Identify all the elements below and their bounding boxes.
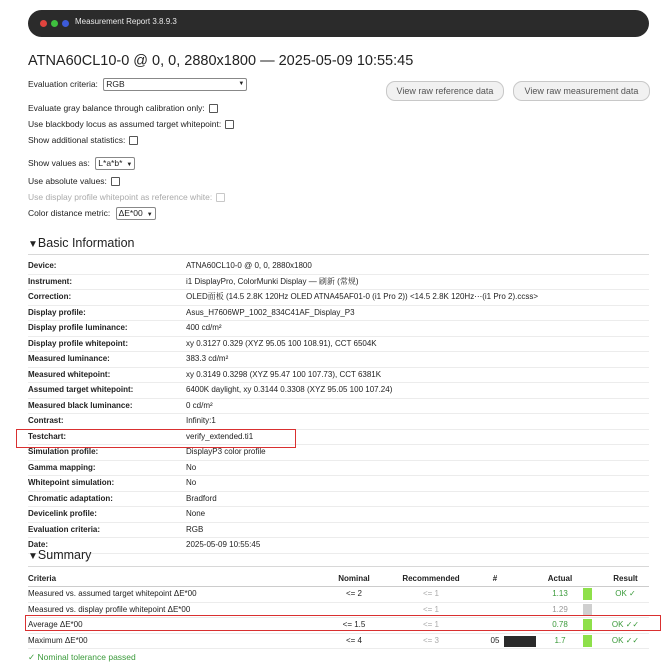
info-row bbox=[28, 290, 649, 306]
summary-header-row bbox=[28, 572, 649, 587]
info-key: Whitepoint simulation: bbox=[28, 478, 115, 487]
info-value: Infinity:1 bbox=[186, 416, 216, 425]
basic-information-title: Basic Information bbox=[37, 236, 135, 250]
info-value: ATNA60CL10-0 @ 0, 0, 2880x1800 bbox=[186, 261, 312, 270]
info-value: 383.3 cd/m² bbox=[186, 354, 229, 363]
info-row bbox=[28, 399, 649, 415]
triangle-down-icon: ▼ bbox=[28, 239, 38, 250]
nominal-cell: <= 4 bbox=[345, 635, 362, 645]
actual-cell: 1.29 bbox=[552, 604, 568, 614]
additional-stats-label: Show additional statistics: bbox=[28, 135, 126, 145]
info-key: Measured black luminance: bbox=[28, 400, 133, 410]
info-key: Device: bbox=[28, 261, 57, 270]
divider bbox=[28, 254, 649, 255]
gray-balance-row bbox=[28, 102, 218, 115]
info-key: Testchart: bbox=[28, 431, 67, 441]
basic-information-section-toggle[interactable] bbox=[28, 236, 134, 250]
basic-information-table bbox=[28, 259, 649, 554]
view-raw-measurement-button[interactable]: View raw measurement data bbox=[513, 81, 650, 101]
evaluation-criteria-label: Evaluation criteria: bbox=[28, 79, 98, 89]
info-value: 6400K daylight, xy 0.3144 0.3308 (XYZ 95.05 100 107.24) bbox=[186, 385, 393, 394]
absolute-values-row bbox=[28, 175, 120, 188]
nominal-cell: <= 1.5 bbox=[342, 620, 366, 629]
summary-table bbox=[28, 572, 649, 649]
info-key: Chromatic adaptation: bbox=[28, 493, 113, 503]
show-values-label: Show values as: bbox=[28, 158, 90, 168]
recommended-cell: <= 1 bbox=[422, 620, 439, 629]
info-row bbox=[28, 337, 649, 353]
info-row bbox=[28, 368, 649, 384]
actual-cell: 1.7 bbox=[554, 635, 566, 645]
criteria-cell: Average ΔE*00 bbox=[28, 620, 83, 629]
nominal-header: Nominal bbox=[338, 574, 370, 583]
evaluation-criteria-row bbox=[28, 78, 247, 91]
actual-bar bbox=[583, 588, 592, 600]
info-value: Bradford bbox=[186, 493, 217, 503]
info-value: DisplayP3 color profile bbox=[186, 447, 266, 456]
color-swatch bbox=[504, 636, 536, 647]
window-titlebar bbox=[28, 10, 649, 37]
blackbody-label: Use blackbody locus as assumed target whitepoint: bbox=[28, 119, 222, 129]
view-raw-reference-button[interactable]: View raw reference data bbox=[386, 81, 504, 101]
recommended-cell: <= 3 bbox=[422, 635, 439, 645]
summary-row bbox=[28, 587, 649, 603]
info-row bbox=[28, 538, 649, 554]
summary-section-toggle[interactable] bbox=[28, 548, 91, 562]
evaluation-criteria-select[interactable]: RGB ▼ bbox=[103, 78, 247, 91]
info-row bbox=[28, 275, 649, 291]
result-header: Result bbox=[613, 574, 638, 583]
additional-stats-checkbox[interactable] bbox=[129, 136, 138, 145]
blackbody-checkbox[interactable] bbox=[225, 120, 234, 129]
info-value: RGB bbox=[186, 524, 204, 534]
info-value: xy 0.3149 0.3298 (XYZ 95.47 100 107.73), CCT 6381K bbox=[186, 369, 382, 379]
show-values-select[interactable]: L*a*b* ▼ bbox=[95, 157, 135, 170]
info-value: 0 cd/m² bbox=[186, 400, 213, 410]
criteria-cell: Maximum ΔE*00 bbox=[28, 635, 88, 645]
info-value: 400 cd/m² bbox=[186, 323, 222, 332]
info-key: Display profile luminance: bbox=[28, 323, 128, 332]
actual-cell: 0.78 bbox=[552, 620, 568, 629]
highlight-box-simulation-profile bbox=[16, 429, 296, 448]
color-distance-select[interactable]: ΔE*00 ▼ bbox=[116, 207, 156, 220]
absolute-values-label: Use absolute values: bbox=[28, 176, 107, 186]
display-whitepoint-label: Use display profile whitepoint as reference white: bbox=[28, 192, 213, 202]
info-value: i1 DisplayPro, ColorMunki Display — 刷新 (常规) bbox=[186, 276, 359, 286]
divider bbox=[28, 566, 649, 567]
info-row bbox=[28, 306, 649, 322]
actual-bar bbox=[583, 604, 592, 616]
chevron-down-icon: ▼ bbox=[126, 162, 133, 169]
window-title: Measurement Report 3.8.9.3 bbox=[75, 17, 177, 26]
info-key: Gamma mapping: bbox=[28, 462, 96, 472]
info-key: Simulation profile: bbox=[28, 447, 99, 456]
recommended-header: Recommended bbox=[402, 574, 460, 583]
info-key: Devicelink profile: bbox=[28, 509, 97, 518]
info-row bbox=[28, 259, 649, 275]
info-key: Display profile: bbox=[28, 307, 86, 317]
recommended-cell: <= 1 bbox=[422, 589, 439, 598]
info-value: No bbox=[186, 462, 197, 472]
info-row bbox=[28, 461, 649, 477]
chevron-down-icon: ▼ bbox=[238, 81, 245, 88]
highlight-box-average bbox=[25, 615, 661, 631]
close-window-icon[interactable] bbox=[40, 20, 47, 27]
criteria-cell: Measured vs. display profile whitepoint ΔE*00 bbox=[28, 604, 191, 614]
info-value: OLED面板 (14.5 2.8K 120Hz OLED ATNA45AF01-0 (i1 Pro 2)) <14.5 2.8K 120Hz⋯(i1 Pro 2).ccss> bbox=[186, 292, 539, 301]
info-value: No bbox=[186, 478, 197, 487]
info-key: Measured whitepoint: bbox=[28, 369, 111, 379]
info-key: Date: bbox=[28, 540, 49, 549]
info-row bbox=[28, 492, 649, 508]
summary-title: Summary bbox=[37, 548, 92, 562]
info-row bbox=[28, 523, 649, 539]
show-values-row bbox=[28, 157, 135, 170]
info-row bbox=[28, 321, 649, 337]
info-key: Assumed target whitepoint: bbox=[28, 385, 134, 394]
info-value: None bbox=[186, 509, 206, 518]
blackbody-row bbox=[28, 118, 234, 131]
info-row bbox=[28, 507, 649, 523]
summary-row bbox=[28, 634, 649, 650]
actual-cell: 1.13 bbox=[552, 589, 568, 598]
recommended-cell: <= 1 bbox=[422, 604, 439, 614]
info-key: Measured luminance: bbox=[28, 354, 110, 363]
info-key: Correction: bbox=[28, 292, 72, 301]
minimize-window-icon[interactable] bbox=[62, 20, 69, 27]
info-key: Instrument: bbox=[28, 276, 72, 286]
info-value: Asus_H7606WP_1002_834C41AF_Display_P3 bbox=[186, 307, 355, 317]
info-value: 2025-05-09 10:55:45 bbox=[186, 540, 261, 549]
info-key: Evaluation criteria: bbox=[28, 524, 101, 534]
actual-header: Actual bbox=[547, 574, 573, 583]
additional-stats-row bbox=[28, 134, 138, 147]
color-distance-row bbox=[28, 207, 156, 220]
info-row bbox=[28, 352, 649, 368]
result-cell: OK ✓✓ bbox=[611, 620, 640, 629]
nominal-cell: <= 2 bbox=[345, 589, 362, 598]
maximize-window-icon[interactable] bbox=[51, 20, 58, 27]
display-whitepoint-checkbox bbox=[216, 193, 225, 202]
tolerance-status: ✓ Nominal tolerance passed bbox=[28, 652, 136, 662]
number-header: # bbox=[492, 574, 498, 583]
info-key: Display profile whitepoint: bbox=[28, 338, 129, 348]
info-row bbox=[28, 383, 649, 399]
triangle-down-icon: ▼ bbox=[28, 551, 38, 562]
gray-balance-checkbox[interactable] bbox=[209, 104, 218, 113]
absolute-values-checkbox[interactable] bbox=[111, 177, 120, 186]
display-whitepoint-row bbox=[28, 191, 225, 204]
result-cell: OK ✓ bbox=[615, 589, 636, 598]
page-title: ATNA60CL10-0 @ 0, 0, 2880x1800 — 2025-05-09 10:55:45 bbox=[28, 53, 414, 69]
chevron-down-icon: ▼ bbox=[146, 212, 153, 219]
info-row bbox=[28, 414, 649, 430]
criteria-header: Criteria bbox=[28, 574, 57, 583]
actual-bar bbox=[583, 635, 592, 647]
criteria-cell: Measured vs. assumed target whitepoint ΔE*00 bbox=[28, 589, 197, 598]
info-value: verify_extended.ti1 bbox=[186, 431, 254, 441]
number-cell: 05 bbox=[490, 635, 500, 645]
gray-balance-label: Evaluate gray balance through calibration only: bbox=[28, 103, 205, 113]
info-row bbox=[28, 476, 649, 492]
result-cell: OK ✓✓ bbox=[611, 635, 640, 645]
color-distance-label: Color distance metric: bbox=[28, 208, 111, 218]
info-key: Contrast: bbox=[28, 416, 64, 425]
info-value: xy 0.3127 0.329 (XYZ 95.05 100 108.91), CCT 6504K bbox=[186, 338, 377, 348]
